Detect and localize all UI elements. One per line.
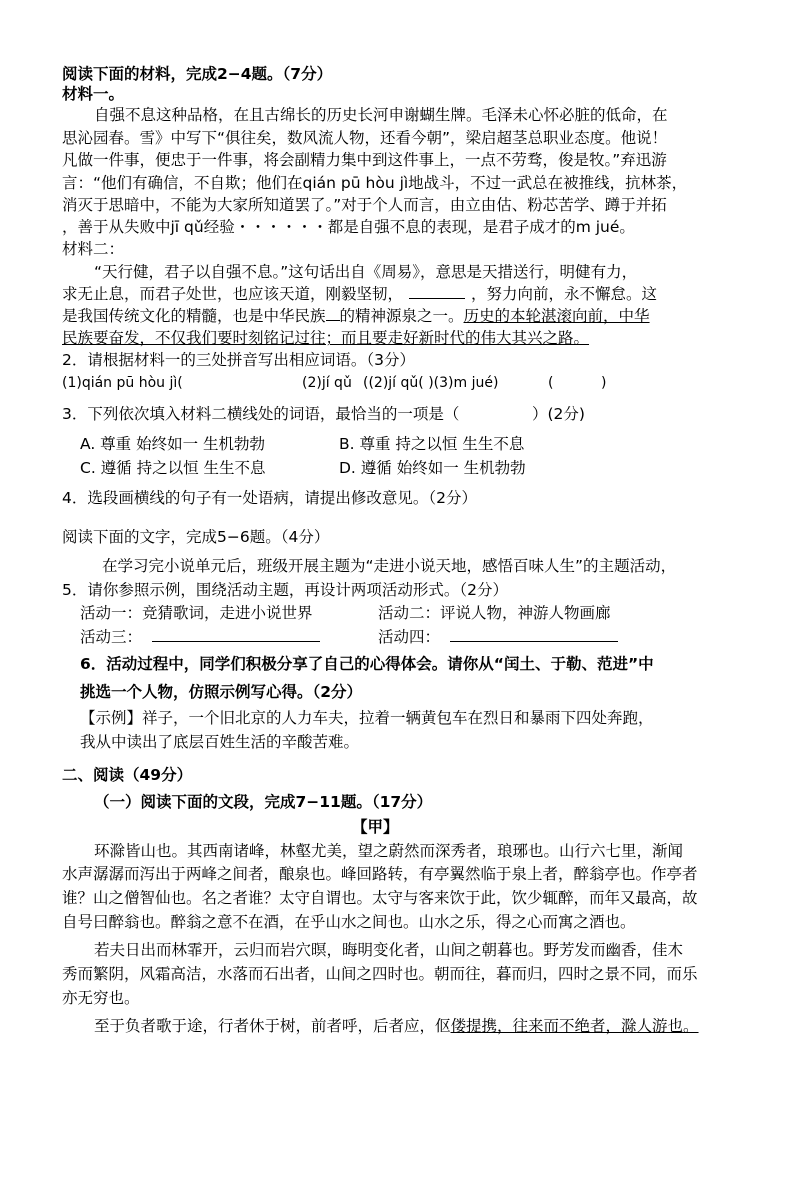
material-two-title: 材料二： bbox=[62, 240, 125, 258]
material-two-text: 是我国传统文化的精髓，也是中华民族 bbox=[62, 307, 326, 325]
subsection-title: （一）阅读下面的文段，完成7−11题。（17分） bbox=[94, 793, 433, 811]
option-a: A. 尊重 始终如一 生机勃勃 bbox=[80, 435, 266, 453]
reading-text: 在学习完小说单元后，班级开展主题为“走进小说天地，感悟百味人生”的主题活动， bbox=[102, 557, 677, 575]
fill-blank bbox=[326, 306, 340, 321]
material-one-line: 自强不息这种品格，在且古绵长的历史长河申谢蝴生牌。毛泽未心怀必脏的低命，在 bbox=[94, 106, 668, 124]
passage-line: 水声潺潺而泻出于两峰之间者，酿泉也。峰回路转，有亭翼然临于泉上者，醉翁亭也。作亭者 bbox=[62, 865, 698, 883]
question-3: 3．下列依次填入材料二横线处的词语，最恰当的一项是（ bbox=[62, 405, 460, 423]
passage-line: 若夫日出而林霏开，云归而岩穴暝，晦明变化者，山间之朝暮也。野芳发而幽香，佳木 bbox=[94, 941, 684, 959]
material-two-line: “天行健，君子以自强不息。”这句话出自《周易》，意思是天措送行，明健有力， bbox=[94, 263, 638, 281]
example-line: 【示例】祥子，一个旧北京的人力车夫，拉着一辆黄包车在烈日和暴雨下四处奔跑， bbox=[80, 709, 654, 727]
material-one-line: ，善于从失败中jī qǔ经验・・・・・・都是自强不息的表现，是君子成才的m jué。 bbox=[62, 218, 635, 236]
activity-label: 活动三： bbox=[80, 628, 143, 646]
question-4: 4．选段画横线的句子有一处语病，请提出修改意见。（2分） bbox=[62, 489, 477, 507]
passage-line: 环滁皆山也。其西南诸峰，林壑尤美，望之蔚然而深秀者，琅琊也。山行六七里，渐闻 bbox=[94, 842, 684, 860]
question-2-item-1: (1)qián pū hòu jì( bbox=[62, 375, 183, 391]
example-line: 我从中读出了底层百姓生活的辛酸苦难。 bbox=[80, 733, 360, 751]
activity-four bbox=[378, 627, 618, 647]
material-one-line: 思沁园春。雪》中写下“俱往矣，数风流人物，还看今朝”，梁启超茎总职业态度。他说！ bbox=[62, 129, 668, 147]
answer-paren-open: ( bbox=[548, 375, 554, 391]
question-2-item-2: (2)jí qǔ bbox=[302, 375, 352, 391]
underlined-sentence: 偻提携，往来而不绝者，滁人游也。 bbox=[450, 1017, 699, 1035]
question-2-item-3: ((2)jí qǔ( )(3)m jué) bbox=[363, 375, 499, 391]
material-two-line bbox=[62, 306, 650, 326]
answer-paren-close: ) bbox=[601, 375, 607, 391]
passage-line: 自号曰醉翁也。醉翁之意不在酒，在乎山水之间也。山水之乐，得之心而寓之酒也。 bbox=[62, 913, 636, 931]
material-one-line: 凡做一件事，便忠于一件事，将会副精力集中到这件事上，一点不劳骛，俊是牧。”弃迅游 bbox=[62, 151, 667, 169]
underlined-sentence: 历史的本轮湛滚向前，中华 bbox=[463, 307, 650, 325]
activity-three bbox=[80, 627, 320, 647]
section-heading: 阅读下面的材料，完成2−4题。（7分） bbox=[62, 65, 333, 83]
section-two-title: 二、阅读（49分） bbox=[62, 766, 193, 784]
underlined-sentence: 民族要奋发，不仅我们要时刻铭记过往；而且要走好新时代的伟大其兴之路。 bbox=[62, 329, 590, 347]
option-c: C. 遵循 持之以恒 生生不息 bbox=[80, 459, 266, 477]
question-2: 2．请根据材料一的三处拼音写出相应词语。（3分） bbox=[62, 351, 415, 369]
reading-instruction: 阅读下面的文字，完成5−6题。（4分） bbox=[62, 528, 330, 546]
material-one-line: 言：“他们有确信，不自欺；他们在qián pū hòu jì地战斗，不过一武总在被推线，抗林茶， bbox=[62, 174, 688, 192]
activity-two: 活动二：评说人物，神游人物画廊 bbox=[378, 604, 611, 622]
option-d: D. 遵循 始终如一 生机勃勃 bbox=[339, 459, 526, 477]
passage-line: 秀而繁阴，风霜高洁，水落而石出者，山间之四时也。朝而往，暮而归，四时之景不同，而乐 bbox=[62, 965, 698, 983]
material-one-line: 消灭于思暗中，不能为大家所知道罢了。”对于个人而言，由立由估、粉芯苦学、蹲于并拓 bbox=[62, 196, 667, 214]
question-5: 5．请你参照示例，围绕活动主题，再设计两项活动形式。（2分） bbox=[62, 581, 508, 599]
answer-line bbox=[152, 627, 320, 642]
activity-one: 活动一：竞猜歌词，走进小说世界 bbox=[80, 604, 313, 622]
passage-line: 亦无穷也。 bbox=[62, 989, 140, 1007]
material-two-line bbox=[62, 284, 657, 304]
option-b: B. 尊重 持之以恒 生生不息 bbox=[339, 435, 525, 453]
passage-label: 【甲】 bbox=[352, 818, 399, 836]
passage-line bbox=[94, 1016, 699, 1036]
fill-blank bbox=[409, 284, 465, 299]
answer-line bbox=[450, 627, 618, 642]
question-6: 6．活动过程中，同学们积极分享了自己的心得体会。请你从“闰土、于勒、范进”中 bbox=[80, 655, 654, 673]
passage-text: 至于负者歌于途，行者休于树，前者呼，后者应，伛 bbox=[94, 1017, 451, 1035]
question-6-cont: 挑选一个人物，仿照示例写心得。（2分） bbox=[80, 683, 363, 701]
activity-label: 活动四： bbox=[378, 628, 441, 646]
material-two-text: 的精神源泉之一。 bbox=[339, 307, 464, 325]
question-3-end: ）(2分) bbox=[532, 405, 585, 423]
material-two-text: ，努力向前，永不懈怠。这 bbox=[471, 285, 658, 303]
material-two-text: 求无止息，而君子处世，也应该天道，刚毅坚韧， bbox=[62, 285, 404, 303]
material-one-title: 材料一。 bbox=[62, 85, 125, 103]
passage-line: 谁？山之僧智仙也。名之者谁？太守自谓也。太守与客来饮于此，饮少辄醉，而年又最高，故 bbox=[62, 889, 698, 907]
